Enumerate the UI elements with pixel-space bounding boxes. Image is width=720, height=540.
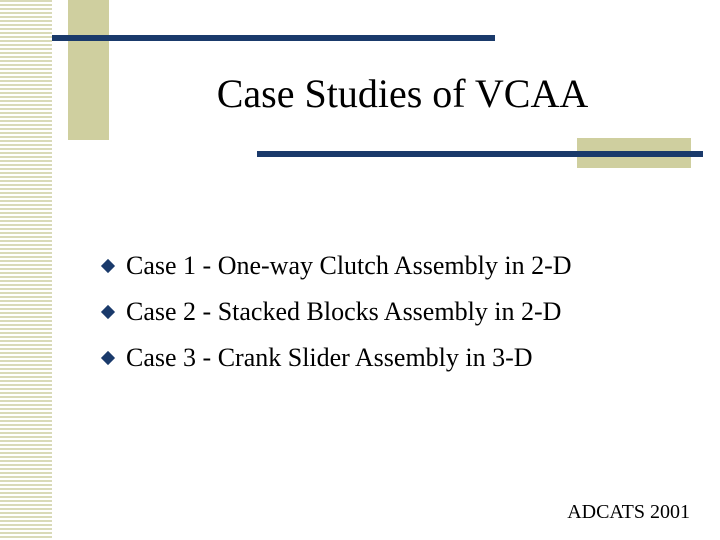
top-navy-rule [52, 35, 495, 41]
bullet-item [103, 289, 572, 335]
top-khaki-block [68, 0, 109, 140]
bullet-text: Case 2 - Stacked Blocks Assembly in 2-D [126, 297, 562, 326]
striped-side-decoration [0, 0, 52, 540]
slide-title: Case Studies of VCAA [216, 71, 589, 116]
bullet-text: Case 1 - One-way Clutch Assembly in 2-D [126, 251, 572, 280]
diamond-bullet-icon [101, 351, 115, 365]
diamond-bullet-icon [101, 305, 115, 319]
diamond-bullet-icon [101, 259, 115, 273]
bullet-item [103, 335, 572, 381]
bullet-text: Case 3 - Crank Slider Assembly in 3-D [126, 343, 533, 372]
bullet-item [103, 243, 572, 289]
bottom-navy-rule [257, 151, 703, 157]
bullet-list [103, 243, 572, 381]
footer-text: ADCATS 2001 [567, 501, 690, 523]
